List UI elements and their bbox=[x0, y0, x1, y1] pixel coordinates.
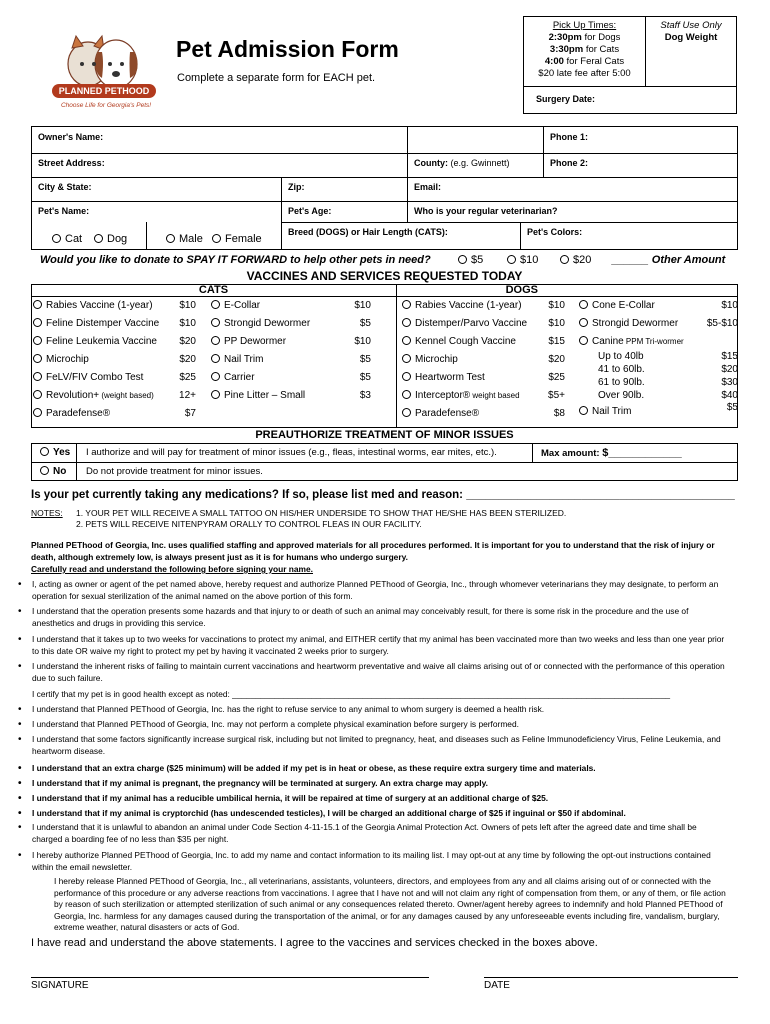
species-cat-radio[interactable] bbox=[52, 233, 82, 245]
dog-svc-b-name: Cone E-Collar bbox=[592, 300, 655, 311]
pickup-times-box bbox=[523, 16, 646, 87]
logo-tagline: Choose Life for Georgia's Pets! bbox=[60, 102, 152, 109]
zip-field[interactable]: Zip: bbox=[288, 182, 305, 192]
bullet-10: • I understand that if my animal is pregnant, the pregnancy will be terminated at surgery. An extra charge may apply. bbox=[32, 778, 728, 790]
cat-svc-b-name: Pine Litter – Small bbox=[224, 390, 306, 401]
radio-icon bbox=[212, 234, 221, 243]
cat-svc-b-price-5: $3 bbox=[359, 390, 371, 401]
radio-icon bbox=[33, 318, 42, 327]
canine-tier-range-0: Up to 40lb bbox=[598, 351, 644, 362]
bullet-2: • I understand that the operation presents some hazards and that injury to or death of such an animal may conceivably result, for there is some risk in the procedure and the use of anesthetics and drugs in providing this service. bbox=[32, 606, 728, 629]
pickup-feral-time: 4:00 bbox=[544, 56, 564, 67]
dog-svc-a-price-5: $5+ bbox=[548, 390, 565, 401]
dog-svc-a-option-2[interactable] bbox=[402, 336, 516, 347]
radio-icon bbox=[211, 372, 220, 381]
cat-svc-b-price-3: $5 bbox=[359, 354, 371, 365]
dog-svc-b-price-1: $5-$10 bbox=[706, 318, 738, 329]
cat-svc-b-option-1[interactable] bbox=[211, 318, 310, 329]
signature-line[interactable] bbox=[31, 977, 429, 978]
dog-svc-a-name: Kennel Cough Vaccine bbox=[415, 336, 516, 347]
pickup-dogs-label: for Dogs bbox=[584, 32, 621, 43]
bullet-11: • I understand that if my animal has a reducible umbilical hernia, it will be repaired at time of surgery at an additional charge of $25. bbox=[32, 793, 728, 805]
cat-svc-b-option-0[interactable] bbox=[211, 300, 260, 311]
donate-20-label: $20 bbox=[573, 254, 592, 266]
cat-svc-b-option-2[interactable] bbox=[211, 336, 286, 347]
cat-svc-a-option-2[interactable] bbox=[33, 336, 157, 347]
dog-weight-label[interactable]: Dog Weight bbox=[664, 32, 718, 43]
preauth-title: PREAUTHORIZE TREATMENT OF MINOR ISSUES bbox=[255, 429, 514, 441]
dog-svc-a-name: Distemper/Parvo Vaccine bbox=[415, 318, 528, 329]
radio-icon bbox=[33, 408, 42, 417]
pickup-heading: Pick Up Times: bbox=[552, 20, 617, 31]
dog-nail-price: $5 bbox=[726, 402, 738, 413]
species-dog-radio[interactable] bbox=[94, 233, 127, 245]
bullet-13: • I understand that it is unlawful to abandon an animal under Code Section 4-11-15.1 of the Georgia Animal Protection Act. Owners of pets left after the agreed date and time shall be charged a boarding fee of no less than $35 per night. bbox=[32, 822, 728, 845]
pickup-cats-time: 3:30pm bbox=[549, 44, 584, 55]
dog-svc-a-option-5[interactable] bbox=[402, 390, 520, 401]
dog-svc-a-name: Rabies Vaccine (1-year) bbox=[415, 300, 522, 311]
signature-label: SIGNATURE bbox=[31, 980, 89, 991]
page-title: Pet Admission Form bbox=[176, 36, 399, 62]
dog-svc-b-price-0: $10 bbox=[721, 300, 738, 311]
dog-nail-name: Nail Trim bbox=[592, 406, 632, 417]
donate-10-label: $10 bbox=[520, 254, 539, 266]
cat-svc-a-price-3: $20 bbox=[179, 354, 196, 365]
donate-10-radio[interactable] bbox=[507, 254, 538, 266]
cat-svc-a-name: Feline Leukemia Vaccine bbox=[46, 336, 157, 347]
pickup-late-fee: $20 late fee after 5:00 bbox=[538, 68, 631, 79]
bullet-3: • I understand that it takes up to two weeks for vaccinations to protect my animal, and EITHER certify that my animal has been vaccinated more than two weeks and less than one year prior to this date OR waive my right to protect my pet by having it vaccinated 2 weeks prior to surgery. bbox=[32, 634, 728, 657]
radio-icon bbox=[402, 336, 411, 345]
cat-svc-b-option-4[interactable] bbox=[211, 372, 255, 383]
cat-svc-b-name: Carrier bbox=[224, 372, 255, 383]
preauth-no-label: No bbox=[53, 466, 67, 477]
canine-tier-range-1: 41 to 60lb. bbox=[598, 364, 645, 375]
cat-svc-a-price-5: 12+ bbox=[179, 390, 196, 401]
radio-icon bbox=[579, 318, 588, 327]
cat-svc-a-option-6[interactable] bbox=[33, 408, 110, 419]
cat-svc-a-name: Revolution+ bbox=[46, 390, 100, 401]
cat-svc-b-price-1: $5 bbox=[359, 318, 371, 329]
surgery-date-box[interactable] bbox=[523, 86, 737, 114]
staff-use-label: Staff Use Only bbox=[660, 20, 722, 31]
radio-icon bbox=[33, 390, 42, 399]
pet-age-field[interactable]: Pet's Age: bbox=[288, 206, 332, 216]
cat-svc-b-price-4: $5 bbox=[359, 372, 371, 383]
radio-icon bbox=[507, 255, 516, 264]
preauth-yes-radio[interactable] bbox=[40, 447, 70, 458]
email-field[interactable]: Email: bbox=[414, 182, 442, 192]
dog-svc-a-price-6: $8 bbox=[553, 408, 565, 419]
bullet-5[interactable]: • I certify that my pet is in good health except as noted: ______________________________________________________________________________________________ bbox=[32, 689, 728, 701]
donate-other-blank: ______ bbox=[612, 254, 649, 266]
canine-tier-price-2: $30 bbox=[721, 377, 738, 388]
owner-name-field[interactable]: Owner's Name: bbox=[38, 132, 104, 142]
dog-svc-b-option-1[interactable] bbox=[579, 318, 678, 329]
notes-label: NOTES: bbox=[31, 508, 63, 518]
phone2-field[interactable]: Phone 2: bbox=[550, 158, 589, 168]
cat-svc-b-name: Nail Trim bbox=[224, 354, 264, 365]
radio-icon bbox=[94, 234, 103, 243]
dog-svc-b-name: Strongid Dewormer bbox=[592, 318, 679, 329]
radio-icon bbox=[211, 354, 220, 363]
donate-20-radio[interactable] bbox=[560, 254, 591, 266]
donate-other-field[interactable] bbox=[612, 254, 725, 266]
donate-5-radio[interactable] bbox=[458, 254, 483, 266]
cat-svc-a-option-1[interactable] bbox=[33, 318, 159, 329]
pickup-feral-label: for Feral Cats bbox=[566, 56, 625, 67]
medications-question[interactable]: Is your pet currently taking any medications? If so, please list med and reason: __________________________________________ bbox=[31, 489, 735, 501]
canine-tier-range-2: 61 to 90lb. bbox=[598, 377, 645, 388]
cat-svc-b-name: Strongid Dewormer bbox=[224, 318, 311, 329]
cat-svc-a-name: FeLV/FIV Combo Test bbox=[46, 372, 144, 383]
dog-canine-name: Canine bbox=[592, 336, 624, 347]
cat-label: Cat bbox=[65, 233, 83, 245]
radio-icon bbox=[211, 300, 220, 309]
dog-nail-option-0[interactable] bbox=[579, 406, 631, 417]
radio-icon bbox=[211, 390, 220, 399]
cat-svc-a-price-4: $25 bbox=[179, 372, 196, 383]
canine-tier-price-1: $20 bbox=[721, 364, 738, 375]
donate-question: Would you like to donate to SPAY IT FORWARD to help other pets in need? bbox=[40, 254, 431, 266]
radio-icon bbox=[560, 255, 569, 264]
bullet-8: • I understand that some factors significantly increase surgical risk, including but not limited to pregnancy, heat, and diseases such as Feline Immunodeficiency Virus, Feline Leukemia, and heartworm disease. bbox=[32, 734, 728, 757]
preauth-yes-text: I authorize and will pay for treatment of minor issues (e.g., fleas, intestinal worms, ear mites, etc.). bbox=[86, 447, 497, 458]
release-paragraph: I hereby release Planned PEThood of Georgia, Inc., all veterinarians, assistants, volunteers, directors, and employees from any and all claims arising out of or connected with the performance of this procedure or any adverse reactions from vaccinations. I agree that I have not and will not claim any right of compensation from them, or any of them, or file action by reason of such sterilization or attempted sterilization of such animal or any consequences related thereto. Owner/agent hereby agrees to indemnify and hold Planned PEThood of Georgia, Inc. harmless for any damages caused during the transportation of the animal, or for any damages caused by any unforeseeable events including fire, vandalism, burglary, extreme weather, natural disasters or acts of God. bbox=[54, 876, 726, 932]
radio-icon bbox=[40, 447, 49, 456]
surgery-date-label: Surgery Date: bbox=[536, 94, 596, 104]
city-state-field[interactable]: City & State: bbox=[38, 182, 92, 192]
phone1-field[interactable]: Phone 1: bbox=[550, 132, 589, 142]
dog-svc-a-name: Heartworm Test bbox=[415, 372, 485, 383]
page-subtitle: Complete a separate form for EACH pet. bbox=[177, 72, 376, 84]
radio-icon bbox=[166, 234, 175, 243]
dog-svc-a-name: Microchip bbox=[415, 354, 458, 365]
cat-svc-a-price-1: $10 bbox=[179, 318, 196, 329]
cat-svc-b-price-0: $10 bbox=[354, 300, 371, 311]
sex-male-radio[interactable] bbox=[166, 233, 203, 245]
cat-svc-a-name: Rabies Vaccine (1-year) bbox=[46, 300, 153, 311]
radio-icon bbox=[402, 318, 411, 327]
dog-svc-a-option-1[interactable] bbox=[402, 318, 527, 329]
cat-svc-a-note: (weight based) bbox=[99, 391, 154, 400]
radio-icon bbox=[211, 336, 220, 345]
max-amount-value: $____________ bbox=[602, 447, 682, 459]
bullet-1: • I, acting as owner or agent of the pet named above, hereby request and authorize Planned PEThood of Georgia, Inc., through whomever veterinarians they may designate, to perform an operation for sexual sterilization of the animal named on the above portion of this form. bbox=[32, 579, 728, 602]
dog-svc-a-option-0[interactable] bbox=[402, 300, 522, 311]
staff-use-box bbox=[645, 16, 737, 87]
dog-svc-a-option-6[interactable] bbox=[402, 408, 479, 419]
breed-field[interactable]: Breed (DOGS) or Hair Length (CATS): bbox=[288, 227, 448, 237]
bullet-14: • I hereby authorize Planned PEThood of Georgia, Inc. to add my name and contact information to its mailing list. I may opt-out at any time by following the opt-out instructions contained within the email newsletter. bbox=[32, 850, 728, 873]
dog-svc-a-price-2: $15 bbox=[548, 336, 565, 347]
cat-svc-a-option-0[interactable] bbox=[33, 300, 153, 311]
donate-5-label: $5 bbox=[471, 254, 484, 266]
donate-other-label: Other Amount bbox=[651, 254, 726, 266]
canine-tier-range-3: Over 90lb. bbox=[598, 390, 645, 401]
radio-icon bbox=[33, 300, 42, 309]
services-title: VACCINES AND SERVICES REQUESTED TODAY bbox=[246, 269, 523, 283]
bullet-6: • I understand that Planned PEThood of Georgia, Inc. has the right to refuse service to any animal to whom surgery is deemed a health risk. bbox=[32, 704, 728, 716]
radio-icon bbox=[458, 255, 467, 264]
radio-icon bbox=[402, 408, 411, 417]
note-1: 1. YOUR PET WILL RECEIVE A SMALL TATTOO ON HIS/HER UNDERSIDE TO SHOW THAT HE/SHE HAS BEEN STERILIZED. bbox=[76, 508, 567, 518]
radio-icon bbox=[402, 390, 411, 399]
logo bbox=[50, 26, 158, 116]
dog-svc-a-price-0: $10 bbox=[548, 300, 565, 311]
male-label: Male bbox=[179, 233, 203, 245]
pickup-dogs-time: 2:30pm bbox=[548, 32, 582, 43]
cat-svc-a-name: Microchip bbox=[46, 354, 89, 365]
radio-icon bbox=[33, 372, 42, 381]
cats-heading: CATS bbox=[198, 284, 229, 296]
date-label: DATE bbox=[484, 980, 510, 991]
dog-label: Dog bbox=[107, 233, 128, 245]
dog-svc-a-price-4: $25 bbox=[548, 372, 565, 383]
dog-svc-a-option-3[interactable] bbox=[402, 354, 458, 365]
radio-icon bbox=[402, 300, 411, 309]
radio-icon bbox=[579, 336, 588, 345]
cat-svc-a-option-4[interactable] bbox=[33, 372, 143, 383]
dog-svc-b-option-0[interactable] bbox=[579, 300, 655, 311]
cat-svc-b-name: PP Dewormer bbox=[224, 336, 287, 347]
pet-colors-field[interactable]: Pet's Colors: bbox=[527, 227, 583, 237]
dog-canine-note: PPM Tri-wormer bbox=[623, 337, 684, 346]
radio-icon bbox=[40, 466, 49, 475]
female-label: Female bbox=[225, 233, 262, 245]
sex-female-radio[interactable] bbox=[212, 233, 262, 245]
cat-svc-a-option-5[interactable] bbox=[33, 390, 154, 401]
max-amount-label: Max amount: bbox=[541, 448, 600, 459]
bullet-7: • I understand that Planned PEThood of Georgia, Inc. may not perform a complete physical examination before surgery is performed. bbox=[32, 719, 728, 731]
preauth-no-text: Do not provide treatment for minor issues. bbox=[86, 466, 263, 477]
canine-tier-price-0: $15 bbox=[721, 351, 738, 362]
radio-icon bbox=[579, 406, 588, 415]
cat-svc-b-price-2: $10 bbox=[354, 336, 371, 347]
radio-icon bbox=[33, 336, 42, 345]
street-address-field[interactable]: Street Address: bbox=[38, 158, 105, 168]
dog-svc-a-note: weight based bbox=[470, 391, 520, 400]
cat-svc-a-price-0: $10 bbox=[179, 300, 196, 311]
cat-svc-a-name: Paradefense® bbox=[46, 408, 111, 419]
cat-svc-b-name: E-Collar bbox=[224, 300, 261, 311]
dog-svc-a-price-3: $20 bbox=[548, 354, 565, 365]
note-2: 2. PETS WILL RECEIVE NITENPYRAM ORALLY TO CONTROL FLEAS IN OUR FACILITY. bbox=[76, 519, 422, 529]
county-hint: (e.g. Gwinnett) bbox=[450, 158, 510, 168]
bullet-9: • I understand that an extra charge ($25 minimum) will be added if my pet is in heat or obese, as these require extra surgery time and materials. bbox=[32, 763, 728, 775]
bullet-12: • I understand that if my animal is cryptorchid (has undescended testicles), I will be charged an additional charge of $25 if inguinal or $50 if abdominal. bbox=[32, 808, 728, 820]
dog-svc-a-name: Interceptor® bbox=[415, 390, 471, 401]
preauth-max-amount[interactable] bbox=[541, 447, 682, 459]
date-line[interactable] bbox=[484, 977, 738, 978]
bullet-4: • I understand the inherent risks of failing to maintain current vaccinations and heartworm preventative and waive all claims arising out of or connected with the performance of this operation due to such failure. bbox=[32, 661, 728, 684]
pickup-cats-label: for Cats bbox=[585, 44, 620, 55]
canine-tier-price-3: $40 bbox=[721, 390, 738, 401]
dog-svc-a-name: Paradefense® bbox=[415, 408, 480, 419]
cat-svc-a-name: Feline Distemper Vaccine bbox=[46, 318, 160, 329]
regular-vet-field[interactable]: Who is your regular veterinarian? bbox=[414, 206, 558, 216]
radio-icon bbox=[402, 372, 411, 381]
cat-svc-a-price-6: $7 bbox=[184, 408, 196, 419]
radio-icon bbox=[52, 234, 61, 243]
county-field[interactable] bbox=[414, 158, 510, 168]
agree-statement: I have read and understand the above statements. I agree to the vaccines and services checked in the boxes above. bbox=[31, 937, 598, 949]
intro-paragraph: Planned PEThood of Georgia, Inc. uses qualified staffing and approved materials for all procedures performed. It is important for you to understand that the risk of injury or death, although extremely low, is always present just as it is for humans who undergo surgery. bbox=[31, 540, 715, 562]
county-label: County: bbox=[414, 158, 448, 168]
read-carefully: Carefully read and understand the following before signing your name. bbox=[31, 564, 313, 574]
cat-svc-b-option-5[interactable] bbox=[211, 390, 305, 401]
dog-svc-a-price-1: $10 bbox=[548, 318, 565, 329]
dog-canine-option-0[interactable] bbox=[579, 336, 684, 347]
pet-name-field[interactable]: Pet's Name: bbox=[38, 206, 90, 216]
radio-icon bbox=[579, 300, 588, 309]
cat-svc-a-price-2: $20 bbox=[179, 336, 196, 347]
dogs-heading: DOGS bbox=[505, 284, 538, 296]
preauth-no-radio[interactable] bbox=[40, 466, 66, 477]
radio-icon bbox=[402, 354, 411, 363]
dog-svc-a-option-4[interactable] bbox=[402, 372, 485, 383]
radio-icon bbox=[211, 318, 220, 327]
cat-svc-a-option-3[interactable] bbox=[33, 354, 89, 365]
logo-text: PLANNED PETHOOD bbox=[58, 86, 150, 96]
radio-icon bbox=[33, 354, 42, 363]
cat-svc-b-option-3[interactable] bbox=[211, 354, 263, 365]
preauth-yes-label: Yes bbox=[53, 447, 71, 458]
